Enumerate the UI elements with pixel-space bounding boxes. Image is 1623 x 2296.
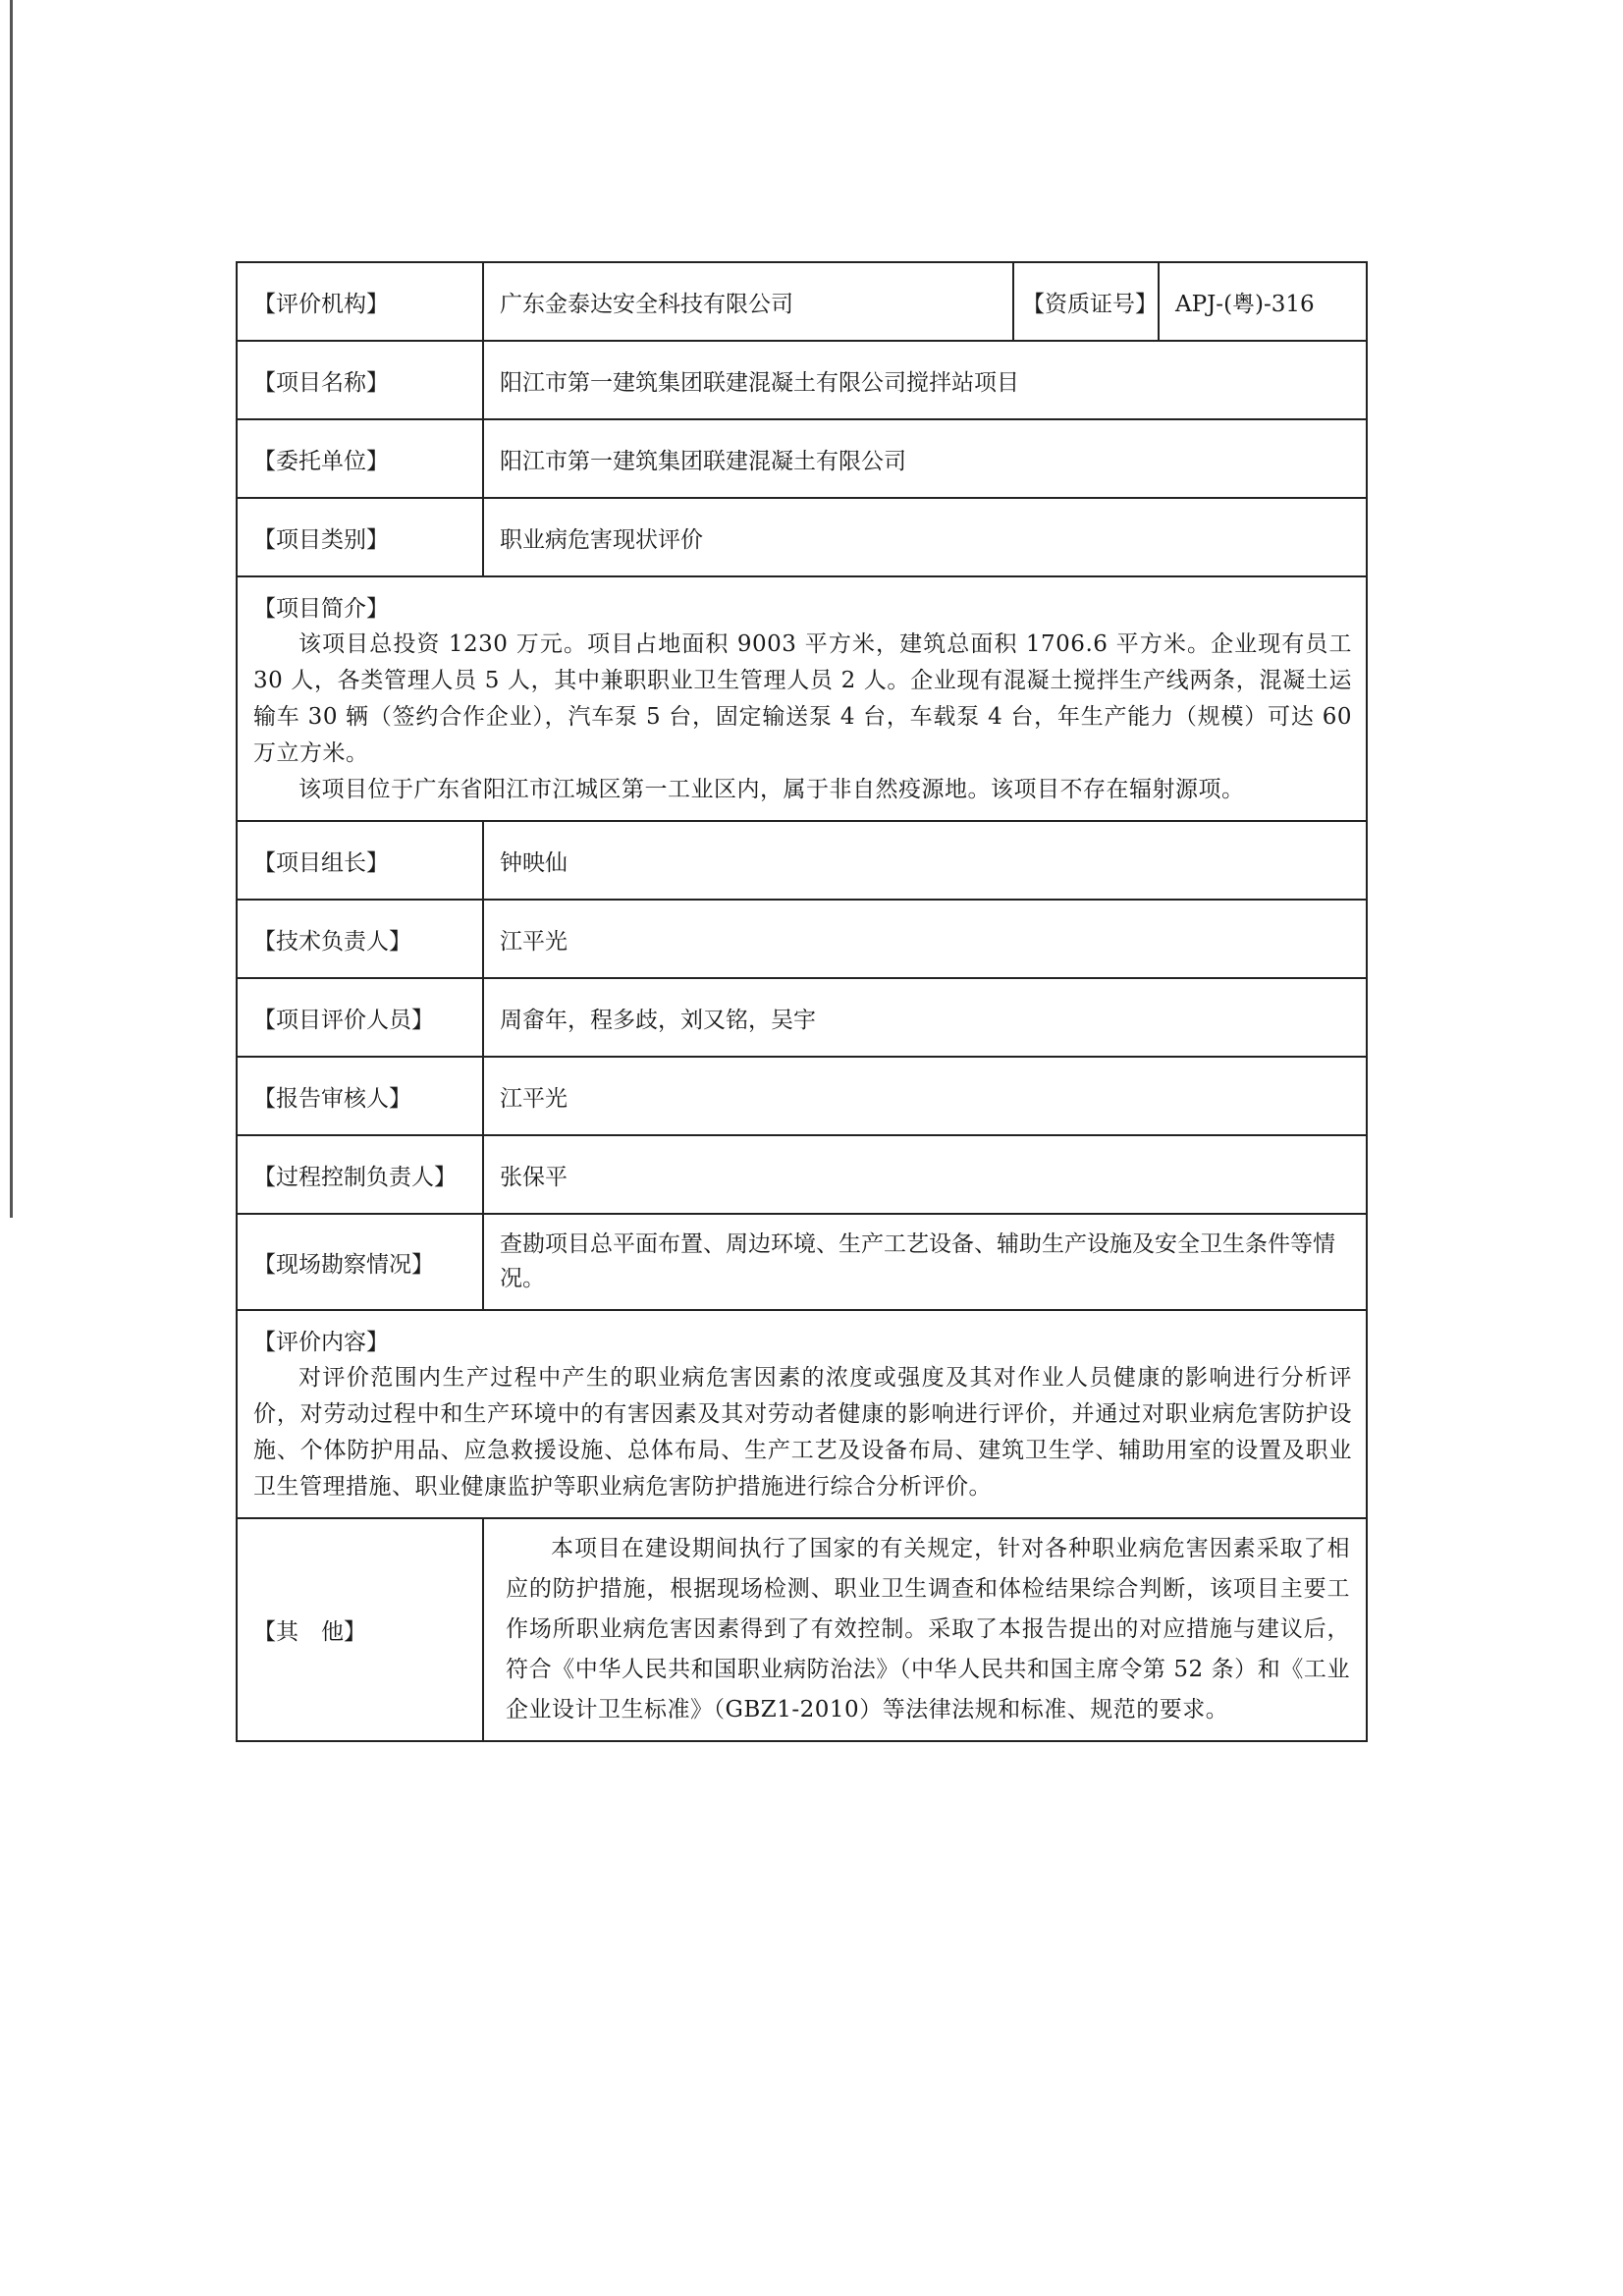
row-team-leader: [238, 822, 1366, 901]
evaluators-value: 周畲年，程多歧，刘又铭，吴宇: [500, 1007, 816, 1033]
category-value: 职业病危害现状评价: [500, 526, 703, 553]
other-text: 本项目在建设期间执行了国家的有关规定，针对各种职业病危害因素采取了相应的防护措施，根据现场检测、职业卫生调查和体检结果综合判断，该项目主要工作场所职业病危害因素得到了有效控制。采取了本报告提出的对应措施与建议后，符合《中华人民共和国职业病防治法》（中华人民共和国主席令第 52 条）和《工业企业设计卫生标准》（GBZ1-2010）等法律法规和标准、规范的要求。: [506, 1536, 1350, 1722]
evaluation-info-form: [236, 261, 1368, 1742]
row-content: [238, 1311, 1366, 1519]
qualification-label: 【资质证号】: [1012, 263, 1160, 340]
row-reviewer: [238, 1058, 1366, 1136]
row-intro: [238, 577, 1366, 822]
row-tech-lead: [238, 901, 1366, 979]
other-label: 【其 他】: [238, 1519, 484, 1740]
row-site-survey: [238, 1215, 1366, 1311]
row-process-control: [238, 1136, 1366, 1215]
reviewer-label: 【报告审核人】: [238, 1058, 484, 1134]
project-name-value: 阳江市第一建筑集团联建混凝土有限公司搅拌站项目: [500, 369, 1019, 396]
institution-label: 【评价机构】: [238, 263, 484, 340]
category-label: 【项目类别】: [238, 499, 484, 575]
content-label: 【评价内容】: [253, 1330, 389, 1355]
row-institution: [238, 263, 1366, 342]
reviewer-value: 江平光: [500, 1085, 568, 1112]
intro-label: 【项目简介】: [253, 596, 389, 622]
client-value: 阳江市第一建筑集团联建混凝土有限公司: [500, 448, 906, 474]
process-control-value: 张保平: [500, 1164, 568, 1190]
row-evaluators: [238, 979, 1366, 1058]
site-survey-value: 查勘项目总平面布置、周边环境、生产工艺设备、辅助生产设施及安全卫生条件等情况。: [500, 1231, 1335, 1291]
row-project-name: [238, 342, 1366, 420]
team-leader-label: 【项目组长】: [238, 822, 484, 899]
intro-block: [238, 577, 1366, 820]
content-block: [238, 1311, 1366, 1517]
row-client: [238, 420, 1366, 499]
tech-lead-value: 江平光: [500, 928, 568, 955]
project-name-label: 【项目名称】: [238, 342, 484, 418]
evaluators-label: 【项目评价人员】: [238, 979, 484, 1056]
row-other: [238, 1519, 1366, 1740]
intro-paragraph-1: 该项目总投资 1230 万元。项目占地面积 9003 平方米，建筑总面积 1706.6 平方米。企业现有员工 30 人，各类管理人员 5 人，其中兼职职业卫生管理人员 2 人。企业现有混凝土搅拌生产线两条，混凝土运输车 30 辆（签约合作企业），汽车泵 5 台，固定输送泵 4 台，车载泵 4 台，年生产能力（规模）可达 60 万立方米。: [253, 631, 1352, 766]
client-label: 【委托单位】: [238, 420, 484, 497]
institution-value: 广东金泰达安全科技有限公司: [500, 291, 793, 317]
qualification-value: APJ-(粤)-316: [1175, 291, 1315, 317]
site-survey-label: 【现场勘察情况】: [238, 1215, 484, 1309]
intro-paragraph-2: 该项目位于广东省阳江市江城区第一工业区内，属于非自然疫源地。该项目不存在辐射源项。: [298, 777, 1245, 802]
scan-edge-line: [10, 0, 13, 1218]
tech-lead-label: 【技术负责人】: [238, 901, 484, 977]
process-control-label: 【过程控制负责人】: [238, 1136, 484, 1213]
content-text: 对评价范围内生产过程中产生的职业病危害因素的浓度或强度及其对作业人员健康的影响进行分析评价，对劳动过程中和生产环境中的有害因素及其对劳动者健康的影响进行评价，并通过对职业病危害防护设施、个体防护用品、应急救援设施、总体布局、生产工艺及设备布局、建筑卫生学、辅助用室的设置及职业卫生管理措施、职业健康监护等职业病危害防护措施进行综合分析评价。: [253, 1365, 1352, 1500]
team-leader-value: 钟映仙: [500, 849, 568, 876]
other-block: [484, 1519, 1366, 1740]
row-category: [238, 499, 1366, 577]
